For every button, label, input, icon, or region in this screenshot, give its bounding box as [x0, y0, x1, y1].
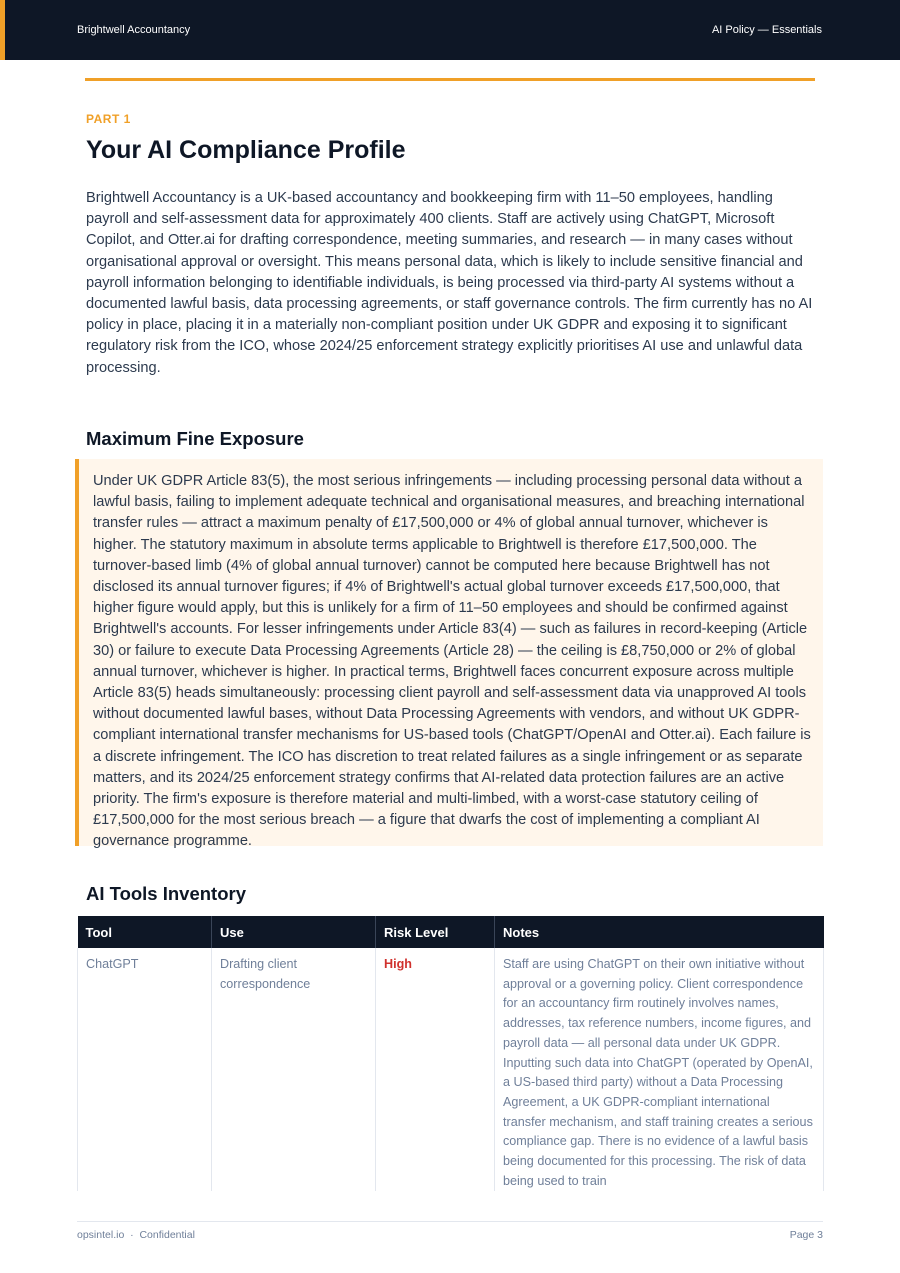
fine-exposure-text: Under UK GDPR Article 83(5), the most serious infringements — including processing personal data without a lawful basis, failing to implement adequate technical and organisational measures, and breaching international transfer rules — attract a maximum penalty of £17,500,000 or 4% of global annual turnover, whichever is higher. The statutory maximum in absolute terms applicable to Brightwell is therefore £17,500,000. The turnover-based limb (4% of global annual turnover) cannot be computed here because Brightwell has not disclosed its annual turnover figures; if 4% of Brightwell's actual global turnover exceeds £17,500,000, that higher figure would apply, but this is unlikely for a firm of 11–50 employees and should be confirmed against Brightwell's accounts. For lesser infringements under Article 83(4) — such as failures in record-keeping (Article 30) or failure to execute Data Processing Agreements (Article 28) — the ceiling is £8,750,000 or 2% of global annual turnover, whichever is higher. In practical terms, Brightwell faces concurrent exposure across multiple Article 83(5) heads simultaneously: processing client payroll and self-assessment data via unapproved AI tools without documented lawful bases, without Data Processing Agreements with vendors, and without UK GDPR-compliant international transfer mechanisms for US-based tools (ChatGPT/OpenAI and Otter.ai). Each failure is a discrete infringement. The ICO has discretion to treat related failures as a single infringement or as separate matters, and its 2024/25 enforcement strategy confirms that AI-related data protection failures are an active priority. The firm's exposure is therefore material and multi-limbed, with a worst-case statutory ceiling of £17,500,000 for the most serious breach — a figure that dwarfs the cost of implementing a compliant AI governance programme.	[93, 473, 811, 850]
header-doc-title: AI Policy — Essentials	[711, 24, 822, 36]
header-brand: Brightwell Accountancy	[77, 24, 191, 36]
tools-inventory-table	[77, 916, 824, 1191]
cell-tool: ChatGPT	[78, 948, 212, 1191]
page-number: Page 3	[789, 1229, 823, 1241]
column-header-tool: Tool	[78, 916, 212, 948]
column-header-notes: Notes	[495, 916, 824, 948]
tools-inventory-heading: AI Tools Inventory	[86, 883, 247, 904]
footer-separator: ·	[130, 1229, 134, 1241]
fine-exposure-heading: Maximum Fine Exposure	[86, 428, 304, 449]
cell-use: Drafting client correspondence	[212, 948, 376, 1191]
intro-paragraph: Brightwell Accountancy is a UK-based accountancy and bookkeeping firm with 11–50 employees, handling payroll and self-assessment data for approximately 400 clients. Staff are actively using ChatGPT, Microsoft Copilot, and Otter.ai for drafting correspondence, meeting summaries, and research — in many cases without organisational approval or oversight. This means personal data, which is likely to include sensitive financial and payroll information belonging to identifiable individuals, is being processed via third-party AI systems without a documented lawful basis, data processing agreements, or staff governance controls. The firm currently has no AI policy in place, placing it in a materially non-compliant position under UK GDPR and exposing it to significant regulatory risk from the ICO, whose 2024/25 enforcement strategy explicitly prioritises AI use and unlawful data processing.	[86, 190, 813, 376]
accent-divider	[85, 78, 815, 81]
page-title: Your AI Compliance Profile	[86, 136, 406, 164]
column-header-use: Use	[212, 916, 376, 948]
table-header-row	[78, 916, 824, 948]
footer-divider	[77, 1221, 823, 1222]
table-row	[78, 948, 824, 1191]
page-footer	[77, 1229, 195, 1241]
column-header-risk: Risk Level	[376, 916, 495, 948]
footer-confidential: Confidential	[139, 1229, 195, 1241]
footer-site: opsintel.io	[77, 1229, 125, 1241]
cell-risk-level: High	[376, 948, 495, 1191]
page-header	[0, 0, 900, 60]
part-label: PART 1	[86, 112, 131, 126]
page-break-mask	[70, 1196, 830, 1216]
cell-notes: Staff are using ChatGPT on their own initiative without approval or a governing policy. Client correspondence for an accountancy firm routinely involves names, addresses, tax reference numbers, income figures, and payroll data — all personal data under UK GDPR. Inputting such data into ChatGPT (operated by OpenAI, a US-based third party) without a Data Processing Agreement, a UK GDPR-compliant international transfer mechanism, and staff training creates a serious compliance gap. There is no evidence of a lawful basis being documented for this processing. The risk of data being used to train	[495, 948, 824, 1191]
fine-exposure-callout	[75, 459, 823, 850]
